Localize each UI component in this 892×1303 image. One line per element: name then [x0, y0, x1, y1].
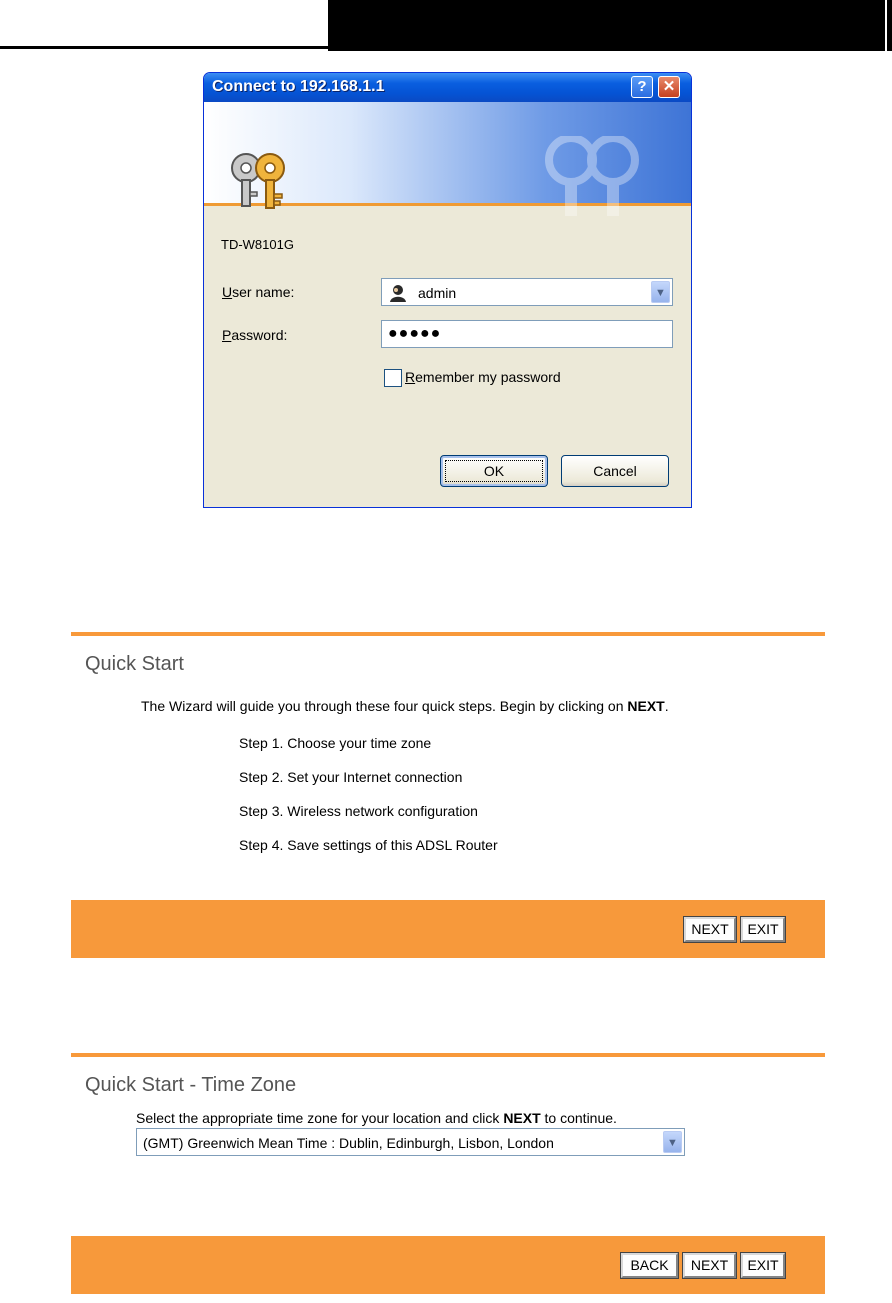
exit-button[interactable]: EXIT: [741, 1253, 785, 1278]
time-zone-value: (GMT) Greenwich Mean Time : Dublin, Edinburgh, Lisbon, London: [143, 1135, 554, 1151]
ok-button[interactable]: [440, 455, 548, 487]
site-label: TD-W8101G: [221, 237, 294, 252]
dialog-title: Connect to 192.168.1.1: [212, 78, 385, 95]
header-bar: [328, 0, 892, 51]
cancel-label: Cancel: [593, 463, 637, 479]
step-item: Step 3. Wireless network configuration: [239, 803, 478, 819]
next-button[interactable]: NEXT: [684, 917, 736, 942]
password-label: Password:: [222, 327, 288, 343]
dialog-title-bar[interactable]: [204, 73, 691, 102]
keys-watermark-icon: [541, 136, 651, 216]
close-icon: ✕: [662, 78, 676, 95]
time-zone-panel: [71, 1053, 825, 1298]
password-value: ●●●●●: [388, 325, 442, 342]
panel-top-divider: [71, 632, 825, 636]
action-bar: [71, 900, 825, 958]
ok-label: OK: [483, 463, 505, 479]
time-zone-select[interactable]: [136, 1128, 685, 1156]
chevron-down-icon[interactable]: ▼: [663, 1131, 682, 1153]
next-button[interactable]: NEXT: [683, 1253, 736, 1278]
username-value: admin: [418, 285, 457, 301]
exit-button[interactable]: EXIT: [741, 917, 785, 942]
chevron-down-icon[interactable]: ▼: [651, 281, 670, 303]
back-button[interactable]: BACK: [621, 1253, 678, 1278]
remember-password-label[interactable]: Remember my password: [405, 369, 561, 385]
page-title: Quick Start: [85, 653, 184, 675]
page-title: Quick Start - Time Zone: [85, 1074, 297, 1096]
panel-top-divider: [71, 1053, 825, 1057]
header-divider: [885, 0, 887, 51]
action-bar: [71, 1236, 825, 1294]
help-icon: ?: [637, 78, 647, 95]
time-zone-intro: Select the appropriate time zone for your location and click NEXT to continue.: [136, 1110, 617, 1126]
step-item: Step 4. Save settings of this ADSL Router: [239, 837, 498, 853]
keys-icon: [228, 152, 300, 210]
login-dialog: [203, 72, 692, 508]
wizard-intro: The Wizard will guide you through these four quick steps. Begin by clicking on NEXT.: [141, 698, 669, 714]
focus-ring: [445, 460, 543, 482]
header-left: [0, 0, 328, 49]
username-label: User name:: [222, 284, 295, 300]
quick-start-panel: [71, 632, 825, 959]
cancel-button[interactable]: [561, 455, 669, 487]
step-item: Step 1. Choose your time zone: [239, 735, 432, 751]
help-button[interactable]: [631, 76, 653, 98]
user-icon: [388, 283, 408, 303]
password-field[interactable]: [381, 320, 673, 348]
close-button[interactable]: [658, 76, 680, 98]
remember-password-checkbox[interactable]: [384, 369, 402, 387]
dialog-banner: [204, 102, 691, 206]
step-item: Step 2. Set your Internet connection: [239, 769, 463, 785]
username-field[interactable]: [381, 278, 673, 306]
